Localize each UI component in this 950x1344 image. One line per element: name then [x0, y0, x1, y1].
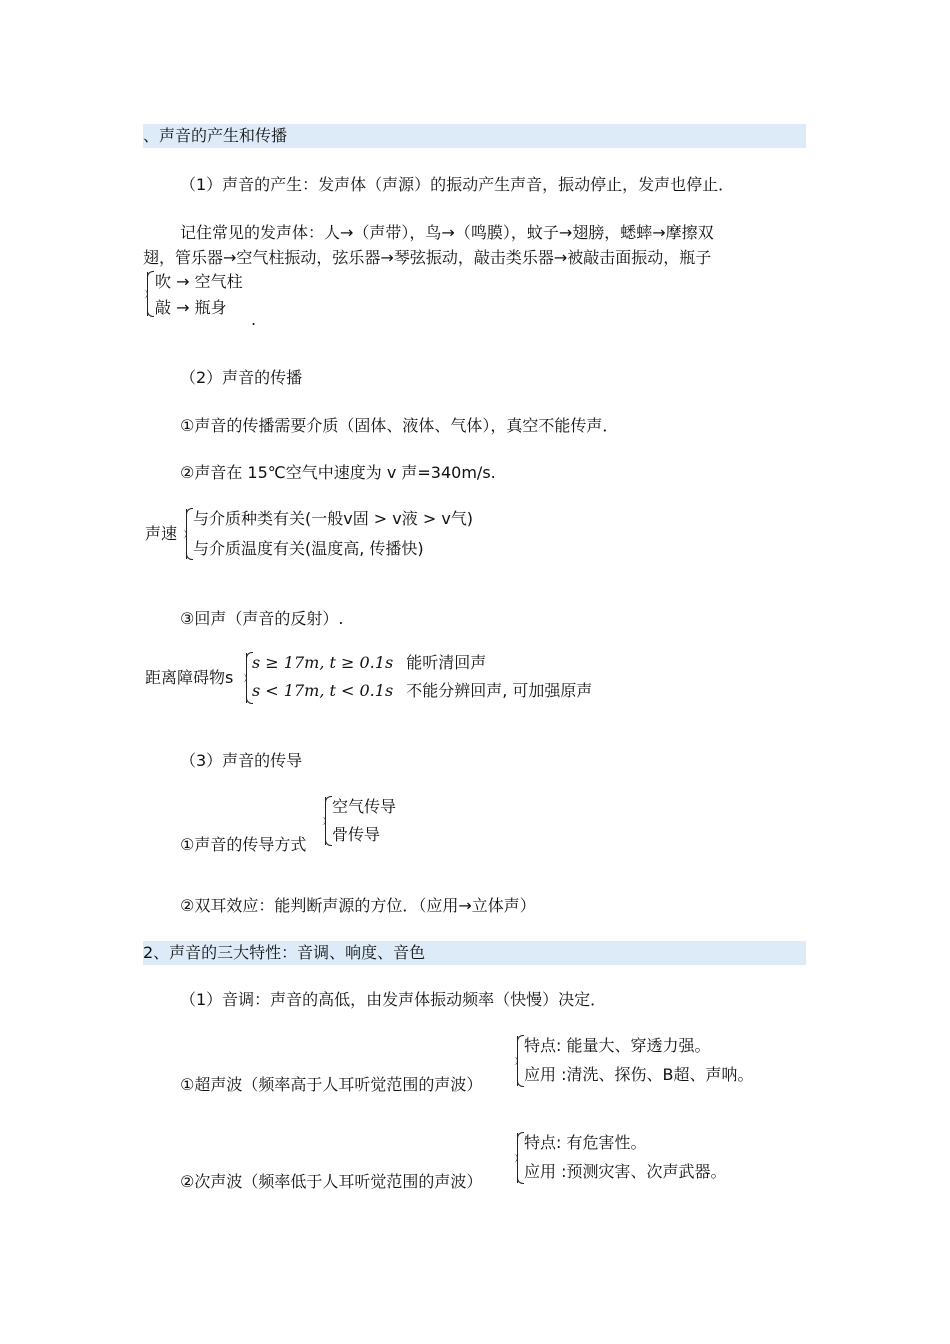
infrasonic-brace: [517, 1133, 518, 1183]
bottle-brace: [147, 272, 148, 316]
speed-brace: [186, 509, 187, 559]
conduction-air: 空气传导: [332, 797, 397, 816]
sound-propagation-heading: （2）声音的传播: [180, 368, 303, 387]
section-1-title: 、声音的产生和传播: [143, 126, 288, 145]
bottle-knock: 敲 → 瓶身: [155, 298, 227, 317]
medium-required-item: ①声音的传播需要介质（固体、液体、气体），真空不能传声．: [180, 416, 619, 435]
speed-medium-type: 与介质种类有关(一般v固 > v液 > v气): [193, 509, 474, 528]
ultrasonic-label: ①超声波（频率高于人耳听觉范围的声波）: [180, 1075, 483, 1094]
sound-sources-line-2: 翅，管乐器→空气柱振动，弦乐器→琴弦振动，敲击类乐器→被敲击面振动，瓶子: [143, 248, 712, 267]
sound-conduction-heading: （3）声音的传导: [180, 751, 303, 770]
section-2-title: 2、声音的三大特性：音调、响度、音色: [143, 943, 426, 962]
conduction-brace: [325, 797, 326, 845]
echo-item: ③回声（声音的反射）.: [180, 609, 344, 628]
sound-sources-line-1: 记住常见的发声体：人→（声带），鸟→（鸣膜），蚊子→翅膀，蟋蟀→摩擦双: [180, 223, 714, 242]
sound-production-paragraph: （1）声音的产生：发声体（声源）的振动产生声音，振动停止，发声也停止．: [180, 175, 735, 194]
echo-case-1: [252, 653, 486, 673]
bottle-blow: 吹 → 空气柱: [155, 272, 243, 291]
conduction-label: ①声音的传导方式: [180, 835, 307, 854]
bottle-end-dot: .: [251, 310, 257, 329]
echo-case-1-math: s ≥ 17m, t ≥ 0.1s: [252, 653, 394, 672]
echo-case-2-math: s < 17m, t < 0.1s: [252, 681, 394, 700]
echo-brace: [246, 653, 247, 703]
speed-label: 声速: [145, 524, 178, 543]
speed-in-air-item: ②声音在 15℃空气中速度为 v 声=340m/s.: [180, 463, 496, 482]
echo-case-2-text: 不能分辨回声, 可加强原声: [406, 681, 593, 700]
echo-case-1-text: 能听清回声: [406, 653, 487, 672]
echo-case-2: [252, 681, 592, 701]
pitch-paragraph: （1）音调：声音的高低，由发声体振动频率（快慢）决定．: [180, 990, 607, 1009]
infrasonic-application: 应用 :预测灾害、次声武器。: [524, 1162, 727, 1181]
binaural-effect-item: ②双耳效应：能判断声源的方位．（应用→立体声）: [180, 896, 536, 915]
speed-temperature: 与介质温度有关(温度高, 传播快): [193, 539, 424, 558]
echo-distance-label: 距离障碍物s: [145, 668, 234, 687]
conduction-bone: 骨传导: [332, 825, 381, 844]
ultrasonic-brace: [517, 1036, 518, 1086]
ultrasonic-feature: 特点: 能量大、穿透力强。: [524, 1036, 711, 1055]
ultrasonic-application: 应用 :清洗、探伤、B超、声呐。: [524, 1065, 754, 1084]
infrasonic-label: ②次声波（频率低于人耳听觉范围的声波）: [180, 1172, 483, 1191]
infrasonic-feature: 特点: 有危害性。: [524, 1133, 647, 1152]
